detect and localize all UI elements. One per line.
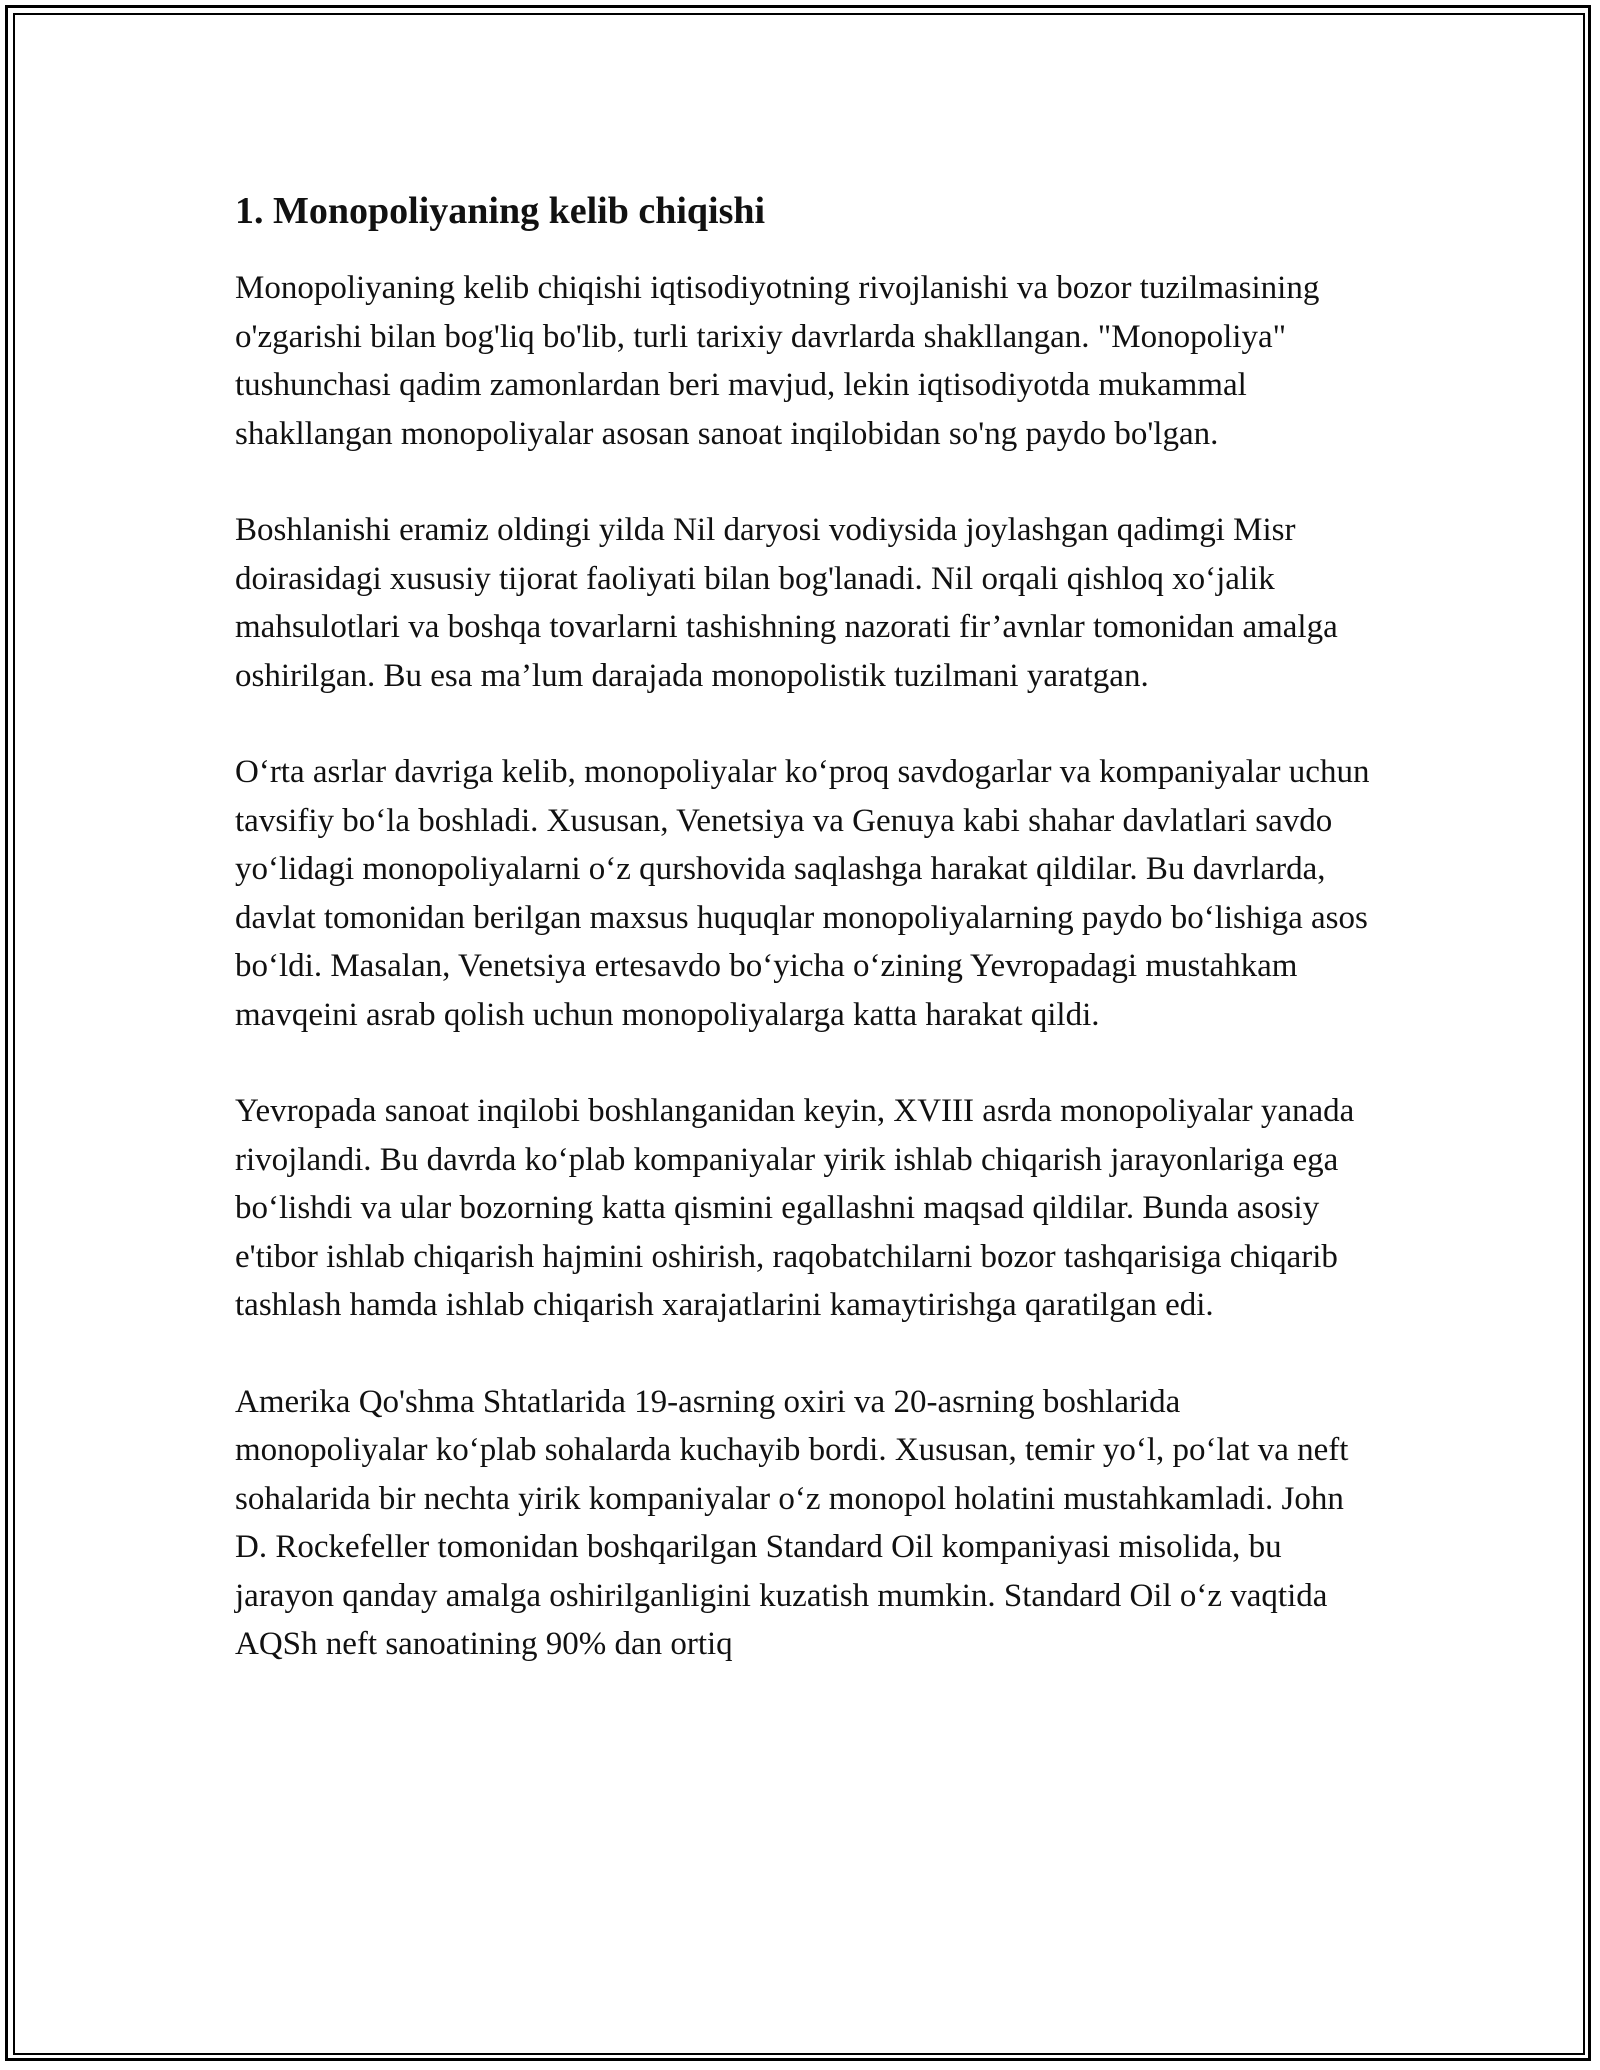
paragraph-middle-ages: O‘rta asrlar davriga kelib, monopoliyalar ko‘proq savdogarlar va kompaniyalar uchun tavsifiy bo‘la boshladi. Xususan, Venetsiya va Genuya kabi shahar davlatlari savdo yo‘lidagi monopoliyalarni o‘z qurshovida saqlashga harakat qildilar. Bu davrlarda, davlat tomonidan berilgan maxsus huquqlar monopoliyalarning paydo bo‘lishiga asos bo‘ldi. Masalan, Venetsiya ertesavdo bo‘yicha o‘zining Yevropadagi mustahkam mavqeini asrab qolish uchun monopoliyalarga katta harakat qildi. xyxy=(235,754,1370,1033)
document-body xyxy=(235,186,1375,1717)
section-heading: 1. Monopoliyaning kelib chiqishi xyxy=(235,190,766,232)
paragraph-industrial-revolution: Yevropada sanoat inqilobi boshlanganidan keyin, XVIII asrda monopoliyalar yanada rivojlandi. Bu davrda ko‘plab kompaniyalar yirik ishlab chiqarish jarayonlariga ega bo‘lishdi va ular bozorning katta qismini egallashni maqsad qildilar. Bunda asosiy e'tibor ishlab chiqarish hajmini oshirish, raqobatchilarni bozor tashqarisiga chiqarib tashlash hamda ishlab chiqarish xarajatlarini kamaytirishga qaratilgan edi. xyxy=(235,1093,1355,1323)
paragraph-ancient-egypt: Boshlanishi eramiz oldingi yilda Nil daryosi vodiysida joylashgan qadimgi Misr doirasidagi xususiy tijorat faoliyati bilan bog'lanadi. Nil orqali qishloq xo‘jalik mahsulotlari va boshqa tovarlarni tashishning nazorati fir’avnlar tomonidan amalga oshirilgan. Bu esa ma’lum darajada monopolistik tuzilmani yaratgan. xyxy=(235,512,1338,694)
paragraph-united-states: Amerika Qo'shma Shtatlarida 19-asrning oxiri va 20-asrning boshlarida monopoliyalar ko‘plab sohalarda kuchayib bordi. Xususan, temir yo‘l, po‘lat va neft sohalarida bir nechta yirik kompaniyalar o‘z monopol holatini mustahkamladi. John D. Rockefeller tomonidan boshqarilgan Standard Oil kompaniyasi misolida, bu jarayon qanday amalga oshirilganligini kuzatish mumkin. Standard Oil o‘z vaqtida AQSh neft sanoatining 90% dan ortiq xyxy=(235,1383,1349,1662)
paragraph-origin: Monopoliyaning kelib chiqishi iqtisodiyotning rivojlanishi va bozor tuzilmasining o'zgarishi bilan bog'liq bo'lib, turli tarixiy davrlarda shakllangan. "Monopoliya" tushunchasi qadim zamonlardan beri mavjud, lekin iqtisodiyotda mukammal shakllangan monopoliyalar asosan sanoat inqilobidan so'ng paydo bo'lgan. xyxy=(235,270,1320,452)
